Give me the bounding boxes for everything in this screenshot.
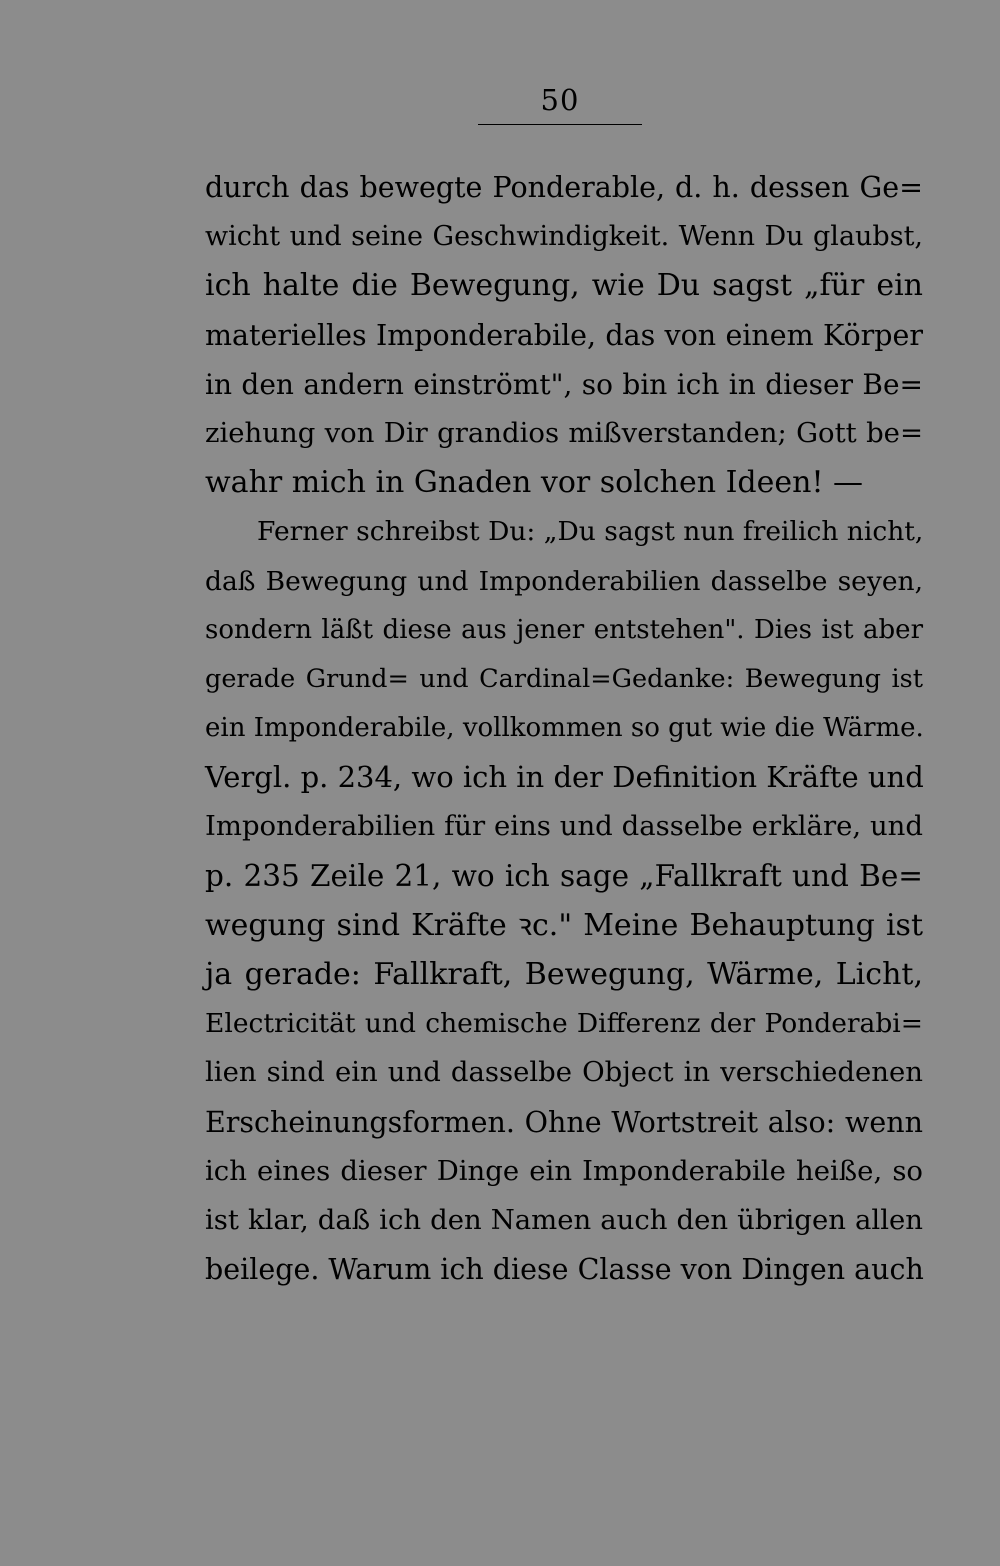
text-line: ja gerade: Fallkraft, Bewegung, Wärme, Licht, bbox=[205, 957, 923, 992]
body-text bbox=[205, 163, 923, 1294]
text-line: ein Imponderabile, vollkommen so gut wie die Wärme. bbox=[205, 713, 924, 744]
header-rule bbox=[478, 124, 642, 125]
text-line: in den andern einströmt", so bin ich in dieser Be= bbox=[205, 367, 923, 401]
text-line: p. 235 Zeile 21, wo ich sage „Fallkraft und Be= bbox=[205, 858, 923, 893]
paragraph-first-line: Ferner schreibst Du: „Du sagst nun freilich nicht, bbox=[257, 516, 924, 548]
text-line: ziehung von Dir grandios mißverstanden; Gott be= bbox=[205, 416, 923, 449]
text-line: Erscheinungsformen. Ohne Wortstreit also: wenn bbox=[205, 1105, 923, 1139]
text-line: ich halte die Bewegung, wie Du sagst „für ein bbox=[205, 268, 923, 304]
text-line: ich eines dieser Dinge ein Imponderabile heiße, so bbox=[205, 1154, 923, 1187]
text-line: Vergl. p. 234, wo ich in der Definition Kräfte und bbox=[205, 760, 924, 795]
text-line: gerade Grund= und Cardinal=Gedanke: Bewegung ist bbox=[205, 663, 923, 694]
text-line: ist klar, daß ich den Namen auch den übrigen allen bbox=[205, 1203, 923, 1236]
text-line: durch das bewegte Ponderable, d. h. dessen Ge= bbox=[205, 171, 923, 204]
page-number: 50 bbox=[540, 83, 580, 117]
text-line: wegung sind Kräfte ꝛc." Meine Behauptung ist bbox=[205, 907, 923, 943]
text-line: wahr mich in Gnaden vor solchen Ideen! — bbox=[205, 465, 864, 501]
text-line: beilege. Warum ich diese Classe von Dingen auch bbox=[205, 1253, 924, 1287]
text-line: lien sind ein und dasselbe Object in verschiedenen bbox=[205, 1056, 923, 1089]
text-line: Imponderabilien für eins und dasselbe erkläre, und bbox=[205, 810, 923, 843]
text-line: wicht und seine Geschwindigkeit. Wenn Du glaubst, bbox=[205, 221, 923, 253]
text-line: daß Bewegung und Imponderabilien dasselbe seyen, bbox=[205, 565, 923, 597]
text-line: materielles Imponderabile, das von einem Körper bbox=[205, 318, 923, 352]
text-line: Electricität und chemische Differenz der Ponderabi= bbox=[205, 1008, 923, 1040]
text-line: sondern läßt diese aus jener entstehen". Dies ist aber bbox=[205, 614, 923, 645]
